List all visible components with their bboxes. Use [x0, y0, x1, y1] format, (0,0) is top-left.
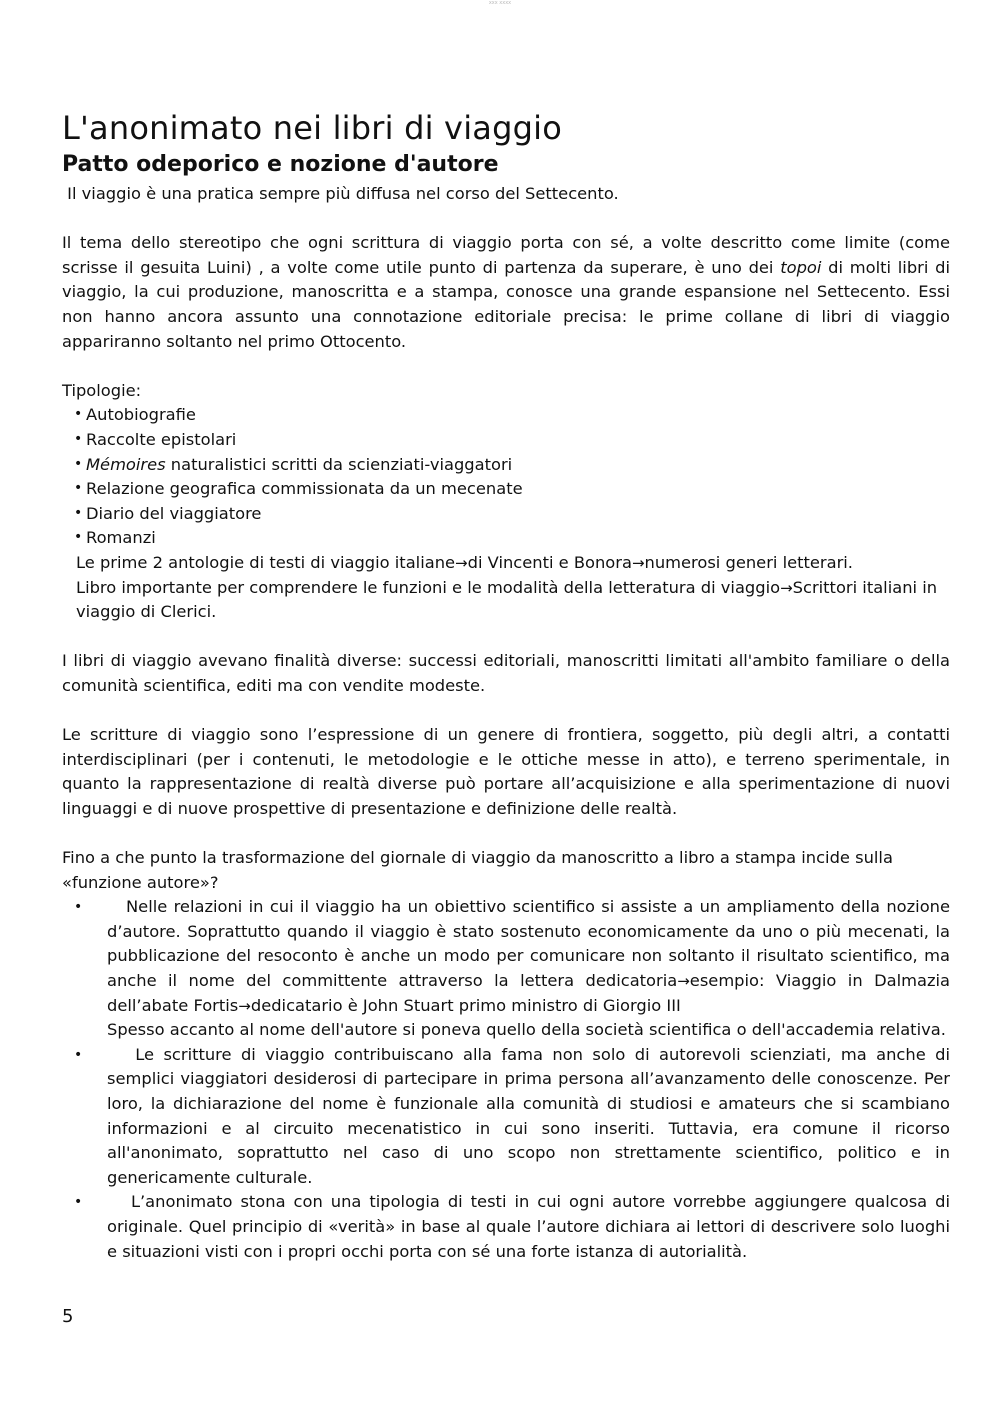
main-content — [62, 182, 950, 1264]
autore-bullet-list — [62, 895, 950, 1264]
frontiera-paragraph: Le scritture di viaggio sono l’espressione di un genere di frontiera, soggetto, più degli altri, a contatti interdisciplinari (per i contenuti, le metodologie e le ottiche messe in atto), e terreno sperimentale, in quanto la rappresentazione di realtà diverse può portare all’acquisizione e alla sperimentazione di nuovi linguaggi e di nuove prospettive di presentazione e definizione delle realtà. — [62, 725, 950, 818]
finalita-paragraph: I libri di viaggio avevano finalità diverse: successi editoriali, manoscritti limitati all'ambito familiare o della comunità scientifica, editi ma con vendite modeste. — [62, 651, 950, 695]
arrow-icon: → — [780, 578, 793, 597]
stereotype-paragraph — [62, 231, 950, 354]
page-subtitle: Patto odeporico e nozione d'autore — [62, 152, 499, 177]
funzione-autore-question: Fino a che punto la trasformazione del giornale di viaggio da manoscritto a libro a stampa incide sulla «funzione autore»? — [62, 848, 893, 892]
list-item: • Nelle relazioni in cui il viaggio ha un obiettivo scientifico si assiste a un ampliamento della nozione d’autore. Soprattutto quando il viaggio è stato sostenuto economicamente da uno o più mecenati, la pubblicazione del resoconto è anche un modo per comunicare non soltanto il risultato scientifico, ma anche il nome del committente attraverso la lettera dedicatoria→esempio: Viaggio in Dalmazia dell’abate Fortis→dedicatario è John Stuart primo ministro di Giorgio III Spesso accanto al nome dell'autore si poneva quello della società scientifica o dell'accademia relativa. — [74, 897, 950, 1040]
page-number: 5 — [62, 1306, 74, 1327]
list-item: • Le scritture di viaggio contribuiscano alla fama non solo di autorevoli scienziati, ma anche di semplici viaggiatori desiderosi di partecipare in prima persona all’avanzamento delle conoscenze. Per loro, la dichiarazione del nome è funzionale alla comunità di studiosi e amateurs che si scambiano informazioni e al circuito mecenatistico in cui sono inseriti. Tuttavia, era comune il ricorso all'anonimato, soprattutto nel caso di uno scopo non strettamente scientifico, politico e in genericamente culturale. — [74, 1044, 950, 1187]
bullet-icon: • — [74, 1046, 83, 1063]
list-item: • Mémoires naturalistici scritti da scienziati-viaggatori — [74, 453, 950, 478]
arrow-icon: → — [677, 972, 690, 990]
bullet-icon: • — [74, 899, 83, 916]
arrow-icon: → — [631, 553, 645, 572]
p1-text-a: Il tema dello stereotipo che ogni scrittura di viaggio porta con sé, a volte descritto come limite (come scrisse il gesuita Luini) , a volte come utile punto di partenza da superare, è uno dei — [62, 233, 950, 277]
list-item: • L’anonimato stona con una tipologia di testi in cui ogni autore vorrebbe aggiungere qualcosa di originale. Quel principio di «verità» in base al quale l’autore dichiara ai lettori di descrivere solo luoghi e situazioni visti con i propri occhi porta con sé una forte istanza di autorialità. — [74, 1192, 950, 1261]
list-item: • Diario del viaggiatore — [74, 502, 950, 527]
p1-text-b: di molti libri di viaggio, la cui produzione, manoscritta e a stampa, conosce una grande espansione nel Settecento. Essi non hanno ancora assunto una connotazione editoriale precisa: le prime collane di libri di viaggio appariranno soltanto nel primo Ottocento. — [62, 257, 950, 351]
list-item: • Raccolte epistolari — [74, 428, 950, 453]
arrow-icon: → — [238, 996, 251, 1015]
arrow-icon: → — [455, 553, 468, 572]
p1-emphasis: topoi — [780, 257, 822, 277]
list-item: • Romanzi — [74, 526, 950, 551]
intro-paragraph: Il viaggio è una pratica sempre più diffusa nel corso del Settecento. — [62, 184, 619, 203]
libro-note: Libro importante per comprendere le funzioni e le modalità della letteratura di viaggio→Scrittori italiani in viaggio di Clerici. — [76, 577, 938, 622]
page-title: L'anonimato nei libri di viaggio — [62, 109, 562, 147]
tipologie-label: Tipologie: — [62, 380, 142, 400]
bullet-icon: • — [74, 1194, 83, 1211]
tipologie-list — [62, 403, 950, 551]
list-item: • Relazione geografica commissionata da un mecenate — [74, 477, 950, 502]
list-item: • Autobiografie — [74, 403, 950, 428]
watermark: xxx xxxx — [488, 0, 512, 6]
memoires-emphasis: Mémoires — [86, 454, 166, 474]
antologie-note: Le prime 2 antologie di testi di viaggio italiane→di Vincenti e Bonora→numerosi generi letterari. — [76, 552, 853, 572]
